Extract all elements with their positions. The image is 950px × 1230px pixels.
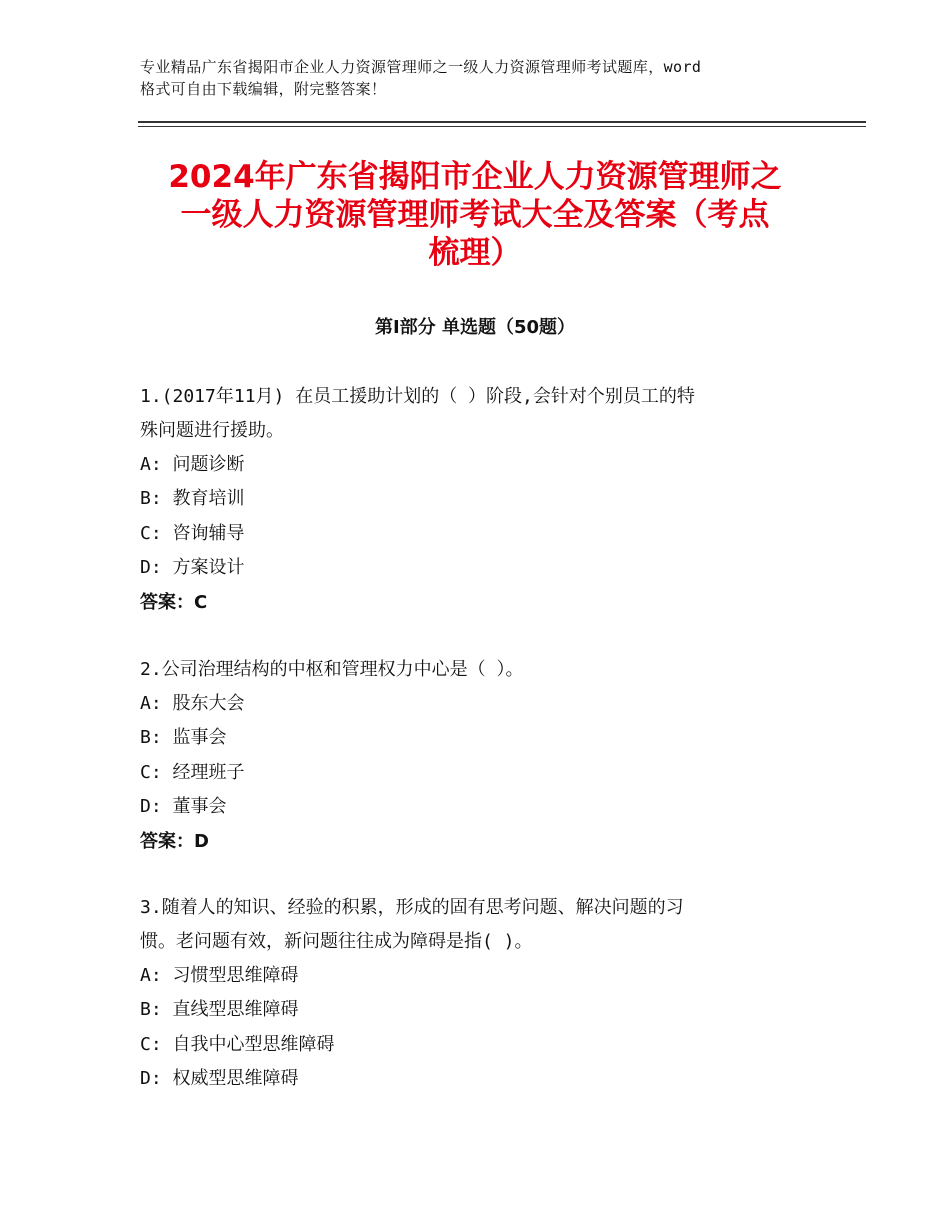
section-title: 第Ⅰ部分 单选题（50题） [374, 317, 575, 338]
option-c: C: 自我中心型思维障碍 [140, 1033, 335, 1055]
option-a: A: 股东大会 [140, 693, 245, 714]
question-stem: 3.随着人的知识、经验的积累，形成的固有思考问题、解决问题的习 [140, 897, 684, 918]
question-item [140, 380, 820, 620]
option-c: C: 咨询辅导 [140, 522, 245, 544]
option-a: A: 问题诊断 [140, 454, 245, 475]
option-b: B: 教育培训 [140, 488, 245, 510]
option-a: A: 习惯型思维障碍 [140, 965, 299, 986]
title-line: 2024年广东省揭阳市企业人力资源管理师之 [168, 159, 782, 195]
header-note-line: 格式可自由下载编辑，附完整答案！ [140, 80, 387, 98]
question-stem: 惯。老问题有效，新问题往往成为障碍是指( )。 [140, 931, 533, 952]
option-d: D: 权威型思维障碍 [140, 1068, 299, 1090]
title-line: 梳理） [428, 235, 522, 271]
header-divider [138, 121, 866, 123]
header-divider [138, 126, 866, 127]
option-b: B: 监事会 [140, 727, 227, 749]
page-title [138, 158, 812, 272]
question-item [140, 653, 820, 859]
option-d: D: 董事会 [140, 796, 227, 818]
answer-label: 答案：D [140, 830, 209, 852]
header-note-line: 专业精品广东省揭阳市企业人力资源管理师之一级人力资源管理师考试题库，word [140, 58, 702, 76]
question-stem: 2.公司治理结构的中枢和管理权力中心是（ ）。 [140, 659, 524, 680]
title-line: 一级人力资源管理师考试大全及答案（考点 [180, 197, 770, 233]
question-item [140, 891, 820, 1097]
header-note [140, 56, 830, 100]
question-stem: 殊问题进行援助。 [140, 420, 284, 441]
question-stem: 1.(2017年11月) 在员工援助计划的（ ）阶段,会针对个别员工的特 [140, 386, 695, 407]
answer-label: 答案：C [140, 591, 208, 613]
option-d: D: 方案设计 [140, 557, 245, 579]
option-b: B: 直线型思维障碍 [140, 999, 299, 1021]
option-c: C: 经理班子 [140, 761, 245, 783]
